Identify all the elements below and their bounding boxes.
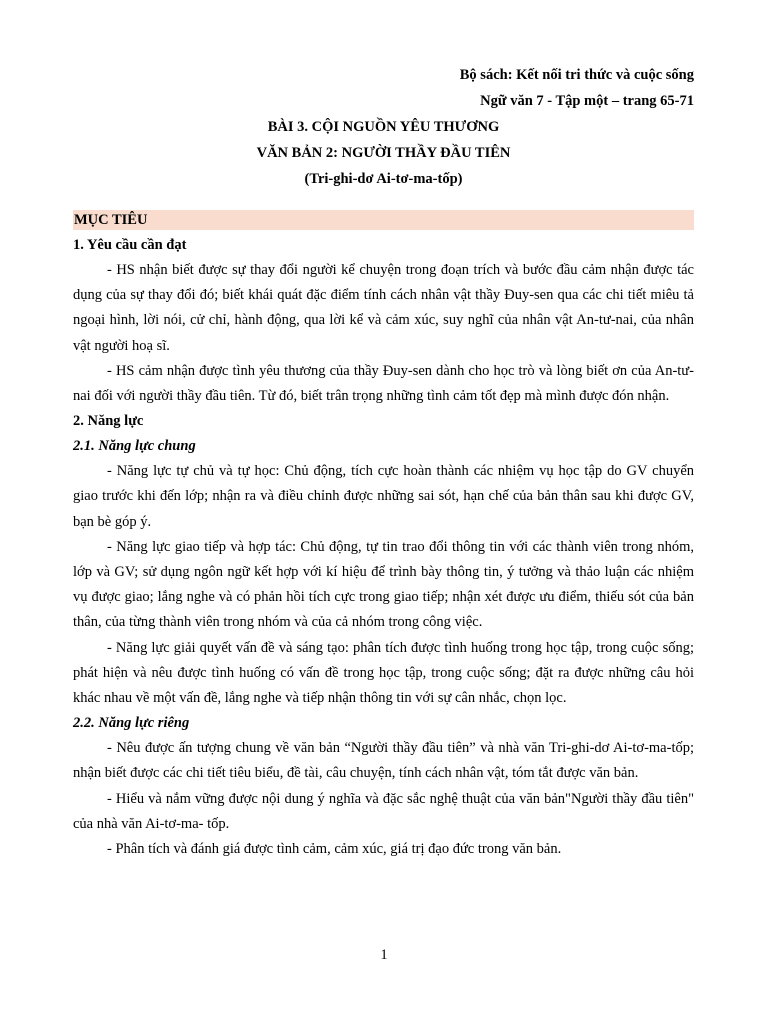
paragraph: - Năng lực giao tiếp và hợp tác: Chủ động, tự tin trao đổi thông tin với các thành viên trong nhóm, lớp và GV; sử dụng ngôn ngữ kết hợp với kí hiệu để trình bày thông tin, ý tưởng và thảo luận các nhiệm vụ được giao; lắng nghe và có phản hồi tích cực trong giao tiếp; nhận xét được ưu điểm, thiếu sót của bản thân, của từng thành viên trong nhóm và của cả nhóm trong công việc.	[73, 538, 694, 631]
paragraph: - Hiểu và nắm vững được nội dung ý nghĩa và đặc sắc nghệ thuật của văn bản"Người thầy đầu tiên" của nhà văn Ai-tơ-ma- tốp.	[73, 790, 694, 832]
paragraph: - HS cảm nhận được tình yêu thương của thầy Đuy-sen dành cho học trò và lòng biết ơn của An-tư-nai đối với người thầy đầu tiên. Từ đó, biết trân trọng những tình cảm tốt đẹp mà mình được đón nhận.	[73, 362, 694, 405]
spacer	[73, 192, 694, 210]
specific-capabilities-heading: 2.2. Năng lực riêng	[73, 715, 190, 732]
capabilities-heading: 2. Năng lực	[73, 413, 144, 430]
general-capabilities-heading: 2.1. Năng lực chung	[73, 438, 196, 455]
text-title: VĂN BẢN 2: NGƯỜI THẦY ĐẦU TIÊN	[256, 145, 511, 161]
paragraph: - HS nhận biết được sự thay đổi người kể chuyện trong đoạn trích và bước đầu cảm nhận được tác dụng của sự thay đổi đó; biết khái quát đặc điểm tính cách nhân vật thầy Đuy-sen qua các chi tiết miêu tả ngoại hình, lời nói, cử chỉ, hành động, qua lời kể và cảm xúc, suy nghĩ của nhân vật An-tư-nai, của nhân vật người hoạ sĩ.	[73, 262, 694, 354]
paragraph: - Nêu được ấn tượng chung về văn bản “Người thầy đầu tiên” và nhà văn Tri-ghi-dơ Ai-tơ-ma-tốp; nhận biết được các chi tiết tiêu biểu, đề tài, câu chuyện, tính cách nhân vật, tóm tắt được văn bản.	[73, 740, 694, 782]
paragraph: - Năng lực giải quyết vấn đề và sáng tạo: phân tích được tình huống trong học tập, trong cuộc sống; phát hiện và nêu được tình huống có vấn đề trong học tập, trong cuộc sống; đặt ra được những câu hỏi khác nhau về một vấn đề, lắng nghe và tiếp nhận thông tin với sự cân nhắc, chọn lọc.	[73, 639, 694, 707]
lesson-title: BÀI 3. CỘI NGUỒN YÊU THƯƠNG	[267, 119, 500, 135]
page-number: 1	[380, 947, 388, 963]
author-name: (Tri-ghi-dơ Ai-tơ-ma-tốp)	[304, 171, 463, 187]
requirements-heading: 1. Yêu cầu cần đạt	[73, 237, 187, 253]
paragraph: - Phân tích và đánh giá được tình cảm, cảm xúc, giá trị đạo đức trong văn bản.	[107, 841, 562, 858]
section-banner: MỤC TIÊU	[73, 210, 694, 230]
book-reference: Ngữ văn 7 - Tập một – trang 65-71	[480, 93, 694, 109]
document-page	[73, 62, 694, 862]
paragraph: - Năng lực tự chủ và tự học: Chủ động, tích cực hoàn thành các nhiệm vụ học tập do GV chuyển giao trước khi đến lớp; nhận ra và điều chỉnh được những sai sót, hạn chế của bản thân sau khi được GV, bạn bè góp ý.	[73, 463, 694, 530]
book-series: Bộ sách: Kết nối tri thức và cuộc sống	[459, 67, 694, 83]
